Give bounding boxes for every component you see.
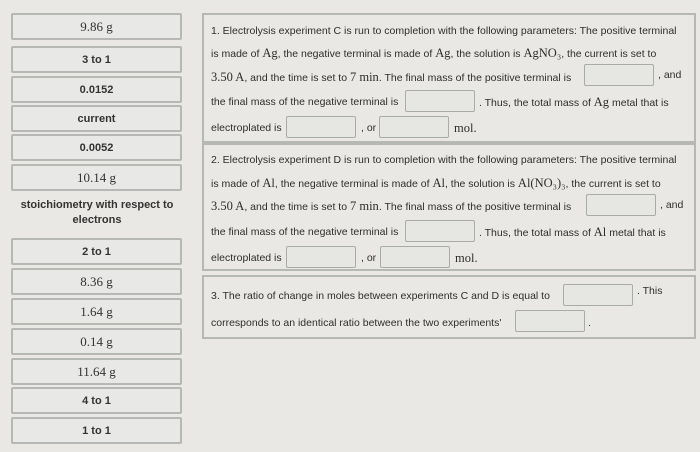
answer-tile[interactable]: 9.86 g	[11, 13, 182, 40]
q1-text: AgNO₃	[523, 46, 562, 60]
answer-tile[interactable]: current	[11, 105, 182, 132]
q1-text: Ag	[435, 46, 451, 60]
q2-text: . Thus, the total mass of	[479, 227, 594, 239]
q1-text: Ag	[593, 95, 610, 109]
q1-text: , the negative terminal is made of	[277, 48, 436, 60]
q2-text: . The final mass of the positive terminal is	[378, 201, 572, 213]
question-1-panel	[202, 13, 696, 143]
q2-total-moles-drop[interactable]	[380, 246, 450, 268]
q1-text: mol.	[454, 121, 477, 135]
q1-text: , and	[658, 69, 682, 81]
q1-line-2	[211, 42, 656, 65]
q1-text: , the solution is	[450, 48, 524, 60]
answer-tile[interactable]: 2 to 1	[11, 238, 182, 265]
q2-text: metal that is	[606, 227, 666, 239]
answer-tile[interactable]: stoichiometry with respect to electrons	[20, 199, 174, 226]
q1-text: is made of	[211, 48, 263, 60]
q1-text: . Thus, the total mass of	[479, 97, 594, 109]
q2-text: mol.	[455, 251, 478, 265]
answer-tile[interactable]: 0.14 g	[11, 328, 182, 355]
answer-tile[interactable]: 1 to 1	[11, 417, 182, 444]
q1-text: , or	[361, 122, 377, 134]
q2-text: 2. Electrolysis experiment D is run to completion with the following parameters: The positive terminal	[211, 154, 677, 166]
answer-tile[interactable]: 8.36 g	[11, 268, 182, 295]
answer-tile[interactable]: 4 to 1	[11, 387, 182, 414]
q1-line-4b	[479, 91, 669, 114]
q1-text: Ag	[262, 46, 278, 60]
q3-text: 3. The ratio of change in moles between experiments C and D is equal to	[211, 290, 550, 302]
q3-text: . This	[637, 285, 663, 297]
question-2-panel	[202, 143, 696, 271]
q2-text: , the negative terminal is made of	[274, 178, 433, 190]
q2-line-1	[211, 149, 677, 171]
q3-text: corresponds to an identical ratio between the two experiments'	[211, 317, 502, 329]
q1-text: electroplated is	[211, 122, 282, 134]
q3-line-2	[211, 312, 501, 334]
answer-tile[interactable]: 3 to 1	[11, 46, 182, 73]
q1-line-1	[211, 20, 677, 42]
q1-text: the final mass of the negative terminal is	[211, 96, 399, 108]
q2-text: , and	[660, 199, 684, 211]
q2-text: , or	[361, 252, 377, 264]
q2-text: Al(NO₃)₃	[517, 176, 566, 190]
q2-line-5	[211, 247, 282, 269]
q3-line-1	[211, 285, 550, 307]
q1-negative-mass-drop[interactable]	[405, 90, 475, 112]
q2-text: , the current is set to	[565, 178, 661, 190]
q2-line-4	[211, 221, 398, 243]
question-3-panel	[202, 275, 696, 339]
q2-text: , the solution is	[444, 178, 518, 190]
q3-identical-ratio-drop[interactable]	[515, 310, 585, 332]
q1-line-5	[211, 117, 282, 139]
q2-text: the final mass of the negative terminal is	[211, 226, 399, 238]
q2-text: 7 min	[349, 199, 379, 213]
q3-text: .	[588, 317, 591, 329]
answer-tile[interactable]: 0.0152	[11, 76, 182, 103]
q2-total-mass-drop[interactable]	[286, 246, 356, 268]
answer-tile[interactable]: 10.14 g	[11, 164, 182, 191]
q1-line-3	[211, 66, 571, 89]
answer-tile[interactable]: 1.64 g	[11, 298, 182, 325]
q1-text: metal that is	[609, 97, 669, 109]
answer-tile[interactable]: 0.0052	[11, 134, 182, 161]
q2-text: Al	[593, 225, 607, 239]
q1-line-4	[211, 91, 398, 113]
q2-text: , and the time is set to	[244, 201, 350, 213]
q3-ratio-drop[interactable]	[563, 284, 633, 306]
q2-text: 3.50 A	[211, 199, 245, 213]
q2-text: Al	[432, 176, 445, 190]
q2-text: electroplated is	[211, 252, 282, 264]
q1-text: 3.50 A	[211, 70, 245, 84]
q2-line-3	[211, 195, 571, 218]
q2-text: is made of	[211, 178, 263, 190]
q2-text: Al	[262, 176, 275, 190]
q2-negative-mass-drop[interactable]	[405, 220, 475, 242]
q2-line-4b	[479, 221, 666, 244]
q1-positive-mass-drop[interactable]	[584, 64, 654, 86]
q1-text: 1. Electrolysis experiment C is run to completion with the following parameters: The positive terminal	[211, 25, 677, 37]
q2-positive-mass-drop[interactable]	[586, 194, 656, 216]
q1-text: , the current is set to	[561, 48, 657, 60]
q2-line-2	[211, 172, 661, 195]
q1-text: , and the time is set to	[244, 72, 350, 84]
q1-total-mass-drop[interactable]	[286, 116, 356, 138]
q1-text: . The final mass of the positive terminal is	[378, 72, 572, 84]
q1-total-moles-drop[interactable]	[379, 116, 449, 138]
answer-tile[interactable]: 11.64 g	[11, 358, 182, 385]
q1-text: 7 min	[349, 70, 379, 84]
